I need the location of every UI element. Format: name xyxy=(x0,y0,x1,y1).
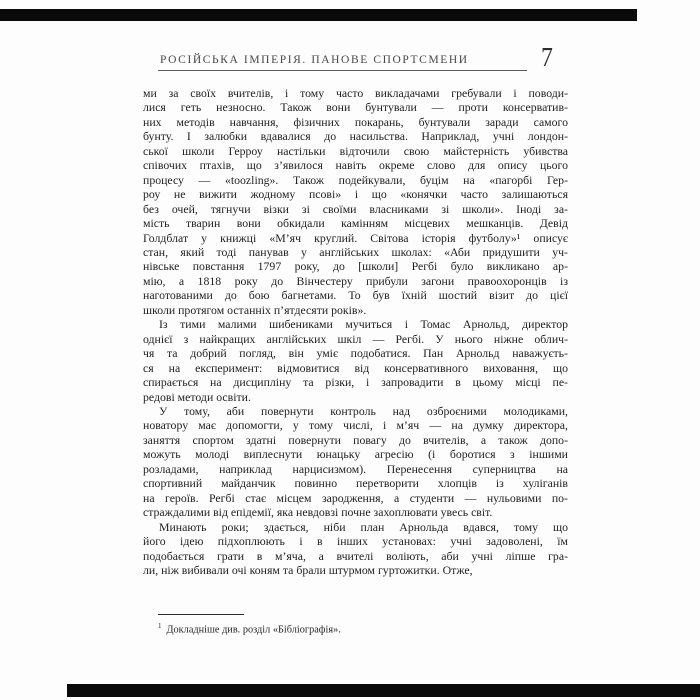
body-line: школи протягом останніх п’ятдесяти років». xyxy=(143,302,367,317)
body-line: нівське повстання 1797 року, до [школи] Регбі було викликано ар- xyxy=(143,259,568,274)
body-line: спирається на дисципліну та різки, і запровадити в цьому місці пе- xyxy=(143,375,568,390)
body-line: роу не вижити жодному псові» і що «конячки часто залишаються xyxy=(143,187,568,202)
body-line: процесу — «toozling». Також подейкували, буцім на «пагорбі Гер- xyxy=(143,172,568,187)
body-line: заняття спортом здатні повернути повагу до вчителів, а також допо- xyxy=(143,432,568,447)
body-line: бунту. І залюбки вдавалися до насильства. Наприклад, учні лондон- xyxy=(143,129,568,144)
scan-artifact-top-bar xyxy=(0,9,637,21)
page-number: 7 xyxy=(541,42,553,72)
running-header-title: РОСІЙСЬКА ІМПЕРІЯ. ПАНОВЕ СПОРТСМЕНИ xyxy=(160,54,469,66)
body-line: лися геть незносно. Також вони бунтували — проти консерватив- xyxy=(143,100,568,115)
body-line: без очей, тягнучи візки зі своїми власниками зі школи». Іноді за- xyxy=(143,201,568,216)
body-line: ми за своїх вчителів, і тому часто викладачами гребували і поводи- xyxy=(143,86,568,100)
body-line: У тому, аби повернути контроль над озброєними молодиками, xyxy=(159,403,568,418)
body-line: подобається грати в м’яча, а вчителі воліють, аби учні ліпше гра- xyxy=(143,548,568,563)
body-line: стан, який тоді панував у англійських школах: «Аби придушити уч- xyxy=(143,244,568,259)
footnote-marker: 1 xyxy=(158,622,162,630)
body-line: його ідею підхоплюють і в інших установах: учні задоволені, їм xyxy=(143,534,568,549)
body-line: однієї з найкращих англійських шкіл — Регбі. У нього ніжне облич- xyxy=(143,331,568,346)
body-line: страждалими від епідемії, яка невдовзі почне захоплювати увесь світ. xyxy=(143,505,493,520)
body-line: можуть молоді виплеснути юнацьку агресію (і боротися з іншими xyxy=(143,447,568,462)
footnote-separator xyxy=(158,614,244,615)
body-line: мію, а 1818 року до Вінчестеру прибули загони правоохоронців із xyxy=(143,273,568,288)
footnote-text: Докладніше див. розділ «Бібліографія». xyxy=(166,624,341,636)
body-line: розладами, наприклад нарцисизмом). Перенесення суперництва на xyxy=(143,461,568,476)
body-line: чя та добрий погляд, він уміє подобатися. Пан Арнольд наважуєть- xyxy=(143,346,568,361)
body-line: новатору має допомогти, у тому числі, і м’яч — на думку директора, xyxy=(143,418,568,433)
body-line: на героїв. Регбі стає місцем зародження, а студенти — нульовими по- xyxy=(143,490,568,505)
body-text xyxy=(143,86,568,577)
footnote xyxy=(158,620,568,636)
body-line: мість тварин вони обкидали камінням місцевих мешканців. Девід xyxy=(143,216,568,231)
body-line: наготованими до бою багнетами. То був їхній шостий візит до цієї xyxy=(143,288,568,303)
body-line: ся на експеримент: відмовитися від консервативного виховання, що xyxy=(143,360,568,375)
body-line: Із тими малими шибениками мучиться і Томас Арнольд, директор xyxy=(159,317,568,332)
body-line: Минають роки; здається, ніби план Арнольда вдався, тому що xyxy=(159,519,568,534)
body-line: редові методи освіти. xyxy=(143,389,251,404)
body-line: Голдблат у книжці «М’яч круглий. Світова історія футболу»¹ описує xyxy=(143,230,568,245)
body-line: спортивний майданчик повинно перетворити хлопців із хуліганів xyxy=(143,476,568,491)
body-line: них методів навчання, фізичних покарань, бунтували заради самого xyxy=(143,114,568,129)
scan-artifact-bottom-bar xyxy=(67,684,700,697)
body-line: співочих птахів, що з’явилося навіть окреме слово для опису цього xyxy=(143,158,568,173)
header-underline xyxy=(158,70,527,71)
body-line: ської школи Герроу настільки відточили свою майстерність убивства xyxy=(143,143,568,158)
body-line: ли, ніж вибивали очі коням та брали штурмом гуртожитки. Отже, xyxy=(143,562,473,577)
